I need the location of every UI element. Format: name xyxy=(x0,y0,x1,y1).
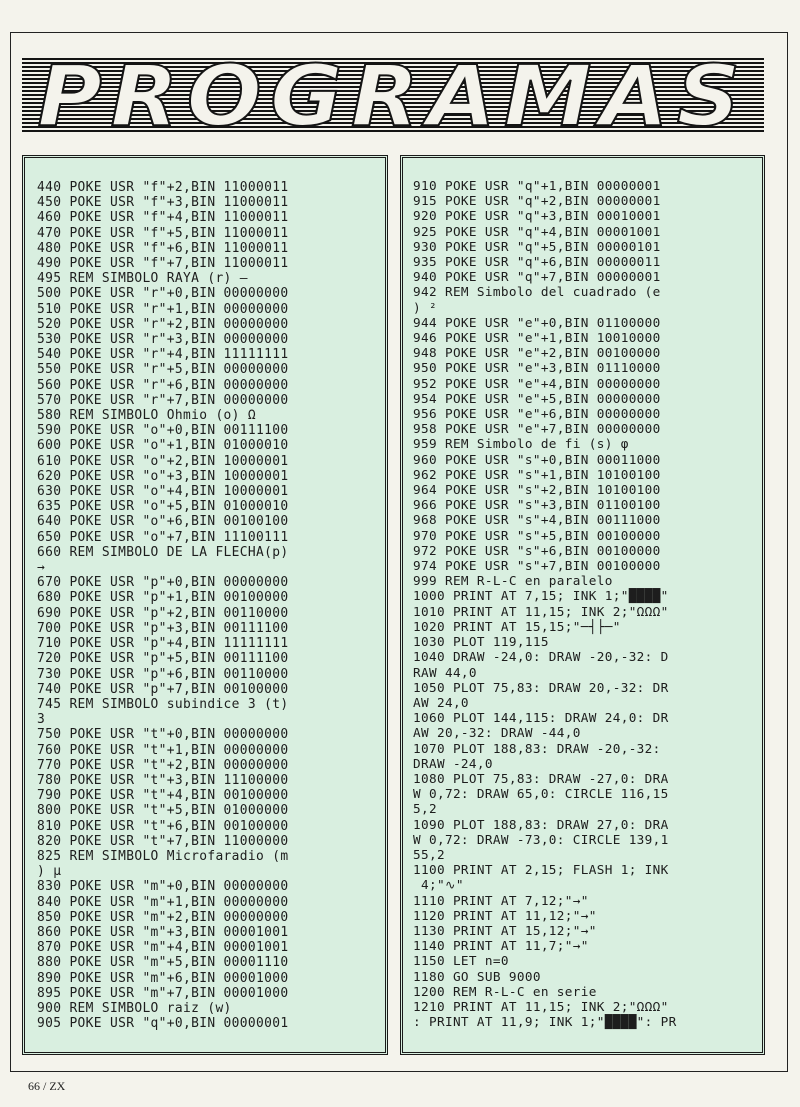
code-line: : PRINT AT 11,9; INK 1;"████": PR xyxy=(413,1014,677,1030)
code-line: 880 POKE USR "m"+5,BIN 00001110 xyxy=(37,955,289,971)
code-line: 952 POKE USR "e"+4,BIN 00000000 xyxy=(413,375,661,391)
code-line: 830 POKE USR "m"+0,BIN 00000000 xyxy=(37,879,289,895)
code-line: 820 POKE USR "t"+7,BIN 11000000 xyxy=(37,833,289,849)
code-line: 1010 PRINT AT 11,15; INK 2;"ΩΩΩ" xyxy=(413,603,669,619)
code-line: ) μ xyxy=(37,864,62,880)
code-line: 920 POKE USR "q"+3,BIN 00010001 xyxy=(413,208,661,224)
code-line: 650 POKE USR "o"+7,BIN 11100111 xyxy=(37,529,289,545)
code-line: DRAW -24,0 xyxy=(413,755,493,771)
code-line: 948 POKE USR "e"+2,BIN 00100000 xyxy=(413,345,661,361)
code-line: 1200 REM R-L-C en serie xyxy=(413,983,597,999)
code-line: 850 POKE USR "m"+2,BIN 00000000 xyxy=(37,909,289,925)
code-line: 925 POKE USR "q"+4,BIN 00001001 xyxy=(413,223,661,239)
code-line: → xyxy=(37,560,46,576)
code-line: 550 POKE USR "r"+5,BIN 00000000 xyxy=(37,362,289,378)
code-line: 740 POKE USR "p"+7,BIN 00100000 xyxy=(37,681,289,697)
code-line: 860 POKE USR "m"+3,BIN 00001001 xyxy=(37,924,289,940)
code-line: 954 POKE USR "e"+5,BIN 00000000 xyxy=(413,390,661,406)
code-line: 1050 PLOT 75,83: DRAW 20,-32: DR xyxy=(413,679,669,695)
code-line: AW 24,0 xyxy=(413,694,469,710)
code-line: 968 POKE USR "s"+4,BIN 00111000 xyxy=(413,512,661,528)
section-title: PROGRAMAS xyxy=(37,58,749,134)
code-line: 4;"∿" xyxy=(413,877,464,893)
code-line: 966 POKE USR "s"+3,BIN 01100100 xyxy=(413,497,661,513)
code-line: 630 POKE USR "o"+4,BIN 10000001 xyxy=(37,484,289,500)
code-line: 790 POKE USR "t"+4,BIN 00100000 xyxy=(37,788,289,804)
code-line: 974 POKE USR "s"+7,BIN 00100000 xyxy=(413,558,661,574)
code-line: 915 POKE USR "q"+2,BIN 00000001 xyxy=(413,193,661,209)
code-line: 570 POKE USR "r"+7,BIN 00000000 xyxy=(37,392,289,408)
code-line: 930 POKE USR "q"+5,BIN 00000101 xyxy=(413,238,661,254)
code-line: 1030 PLOT 119,115 xyxy=(413,634,549,650)
code-line: 905 POKE USR "q"+0,BIN 00000001 xyxy=(37,1016,289,1032)
code-line: 1120 PRINT AT 11,12;"→" xyxy=(413,907,597,923)
code-line: 480 POKE USR "f"+6,BIN 11000011 xyxy=(37,240,289,256)
code-line: 940 POKE USR "q"+7,BIN 00000001 xyxy=(413,269,661,285)
code-line: 970 POKE USR "s"+5,BIN 00100000 xyxy=(413,527,661,543)
code-line: 999 REM R-L-C en paralelo xyxy=(413,573,613,589)
code-line: 958 POKE USR "e"+7,BIN 00000000 xyxy=(413,421,661,437)
code-line: 1080 PLOT 75,83: DRAW -27,0: DRA xyxy=(413,770,669,786)
code-line: 580 REM SIMBOLO Ohmio (o) Ω xyxy=(37,408,256,424)
section-banner xyxy=(22,58,764,134)
code-line: 780 POKE USR "t"+3,BIN 11100000 xyxy=(37,772,289,788)
code-line: 530 POKE USR "r"+3,BIN 00000000 xyxy=(37,332,289,348)
code-line: 510 POKE USR "r"+1,BIN 00000000 xyxy=(37,301,289,317)
code-line: 962 POKE USR "s"+1,BIN 10100100 xyxy=(413,466,661,482)
code-line: 680 POKE USR "p"+1,BIN 00100000 xyxy=(37,590,289,606)
code-line: 5,2 xyxy=(413,801,437,817)
code-line: 946 POKE USR "e"+1,BIN 10010000 xyxy=(413,330,661,346)
code-line: 710 POKE USR "p"+4,BIN 11111111 xyxy=(37,636,289,652)
code-line: 1090 PLOT 188,83: DRAW 27,0: DRA xyxy=(413,816,669,832)
code-line: 440 POKE USR "f"+2,BIN 11000011 xyxy=(37,180,289,195)
code-line: 964 POKE USR "s"+2,BIN 10100100 xyxy=(413,482,661,498)
code-line: 55,2 xyxy=(413,846,445,862)
code-line: 895 POKE USR "m"+7,BIN 00001000 xyxy=(37,985,289,1001)
code-line: 1150 LET n=0 xyxy=(413,953,509,969)
code-line: 910 POKE USR "q"+1,BIN 00000001 xyxy=(413,178,661,193)
code-line: 956 POKE USR "e"+6,BIN 00000000 xyxy=(413,406,661,422)
page-number: 66 / ZX xyxy=(28,1079,66,1093)
code-line: 825 REM SIMBOLO Microfaradio (m xyxy=(37,848,289,864)
code-line: 770 POKE USR "t"+2,BIN 00000000 xyxy=(37,757,289,773)
code-line: 590 POKE USR "o"+0,BIN 00111100 xyxy=(37,423,289,439)
code-line: W 0,72: DRAW 65,0: CIRCLE 116,15 xyxy=(413,786,669,802)
code-line: 1100 PRINT AT 2,15; FLASH 1; INK xyxy=(413,862,669,878)
code-line: 942 REM Simbolo del cuadrado (e xyxy=(413,284,661,300)
code-line: 490 POKE USR "f"+7,BIN 11000011 xyxy=(37,256,289,272)
code-line: 1020 PRINT AT 15,15;"─┤├─" xyxy=(413,618,621,634)
code-line: 900 REM SIMBOLO raiz (w) xyxy=(37,1000,232,1016)
code-line: W 0,72: DRAW -73,0: CIRCLE 139,1 xyxy=(413,831,669,847)
code-line: 810 POKE USR "t"+6,BIN 00100000 xyxy=(37,818,289,834)
code-line: 495 REM SIMBOLO RAYA (r) — xyxy=(37,271,248,287)
code-line: AW 20,-32: DRAW -44,0 xyxy=(413,725,581,741)
code-line: 972 POKE USR "s"+6,BIN 00100000 xyxy=(413,542,661,558)
code-line: 840 POKE USR "m"+1,BIN 00000000 xyxy=(37,894,289,910)
code-line: 760 POKE USR "t"+1,BIN 00000000 xyxy=(37,742,289,758)
code-line: 745 REM SIMBOLO subindice 3 (t) xyxy=(37,696,289,712)
code-line: 870 POKE USR "m"+4,BIN 00001001 xyxy=(37,940,289,956)
code-line: 959 REM Simbolo de fi (s) φ xyxy=(413,436,629,452)
code-line: 944 POKE USR "e"+0,BIN 01100000 xyxy=(413,314,661,330)
code-line: 500 POKE USR "r"+0,BIN 00000000 xyxy=(37,286,289,302)
code-line: 1210 PRINT AT 11,15; INK 2;"ΩΩΩ" xyxy=(413,998,669,1014)
code-line: 450 POKE USR "f"+3,BIN 11000011 xyxy=(37,195,289,211)
code-line: 460 POKE USR "f"+4,BIN 11000011 xyxy=(37,210,289,226)
code-listing-right xyxy=(400,155,765,1055)
code-line: 1130 PRINT AT 15,12;"→" xyxy=(413,922,597,938)
code-line: 890 POKE USR "m"+6,BIN 00001000 xyxy=(37,970,289,986)
code-line: 640 POKE USR "o"+6,BIN 00100100 xyxy=(37,514,289,530)
code-line: 730 POKE USR "p"+6,BIN 00110000 xyxy=(37,666,289,682)
code-line: 950 POKE USR "e"+3,BIN 01110000 xyxy=(413,360,661,376)
code-line: 520 POKE USR "r"+2,BIN 00000000 xyxy=(37,316,289,332)
code-line: 600 POKE USR "o"+1,BIN 01000010 xyxy=(37,438,289,454)
code-line: 540 POKE USR "r"+4,BIN 11111111 xyxy=(37,347,289,363)
code-line: 3 xyxy=(37,712,46,728)
code-line: 960 POKE USR "s"+0,BIN 00011000 xyxy=(413,451,661,467)
code-line: 1180 GO SUB 9000 xyxy=(413,968,541,984)
code-line: RAW 44,0 xyxy=(413,664,477,680)
code-listing-left xyxy=(22,155,388,1055)
code-line: 935 POKE USR "q"+6,BIN 00000011 xyxy=(413,254,661,270)
code-line: 1060 PLOT 144,115: DRAW 24,0: DR xyxy=(413,710,669,726)
code-line: 720 POKE USR "p"+5,BIN 00111100 xyxy=(37,651,289,667)
code-line: 1070 PLOT 188,83: DRAW -20,-32: xyxy=(413,740,661,756)
code-line: 470 POKE USR "f"+5,BIN 11000011 xyxy=(37,225,289,241)
code-line: 1140 PRINT AT 11,7;"→" xyxy=(413,938,589,954)
code-line: ) ² xyxy=(413,299,437,315)
code-line: 700 POKE USR "p"+3,BIN 00111100 xyxy=(37,620,289,636)
code-line: 660 REM SIMBOLO DE LA FLECHA(p) xyxy=(37,544,289,560)
code-line: 635 POKE USR "o"+5,BIN 01000010 xyxy=(37,499,289,515)
code-line: 620 POKE USR "o"+3,BIN 10000001 xyxy=(37,468,289,484)
code-line: 800 POKE USR "t"+5,BIN 01000000 xyxy=(37,803,289,819)
code-line: 690 POKE USR "p"+2,BIN 00110000 xyxy=(37,605,289,621)
code-line: 1040 DRAW -24,0: DRAW -20,-32: D xyxy=(413,649,669,665)
code-line: 750 POKE USR "t"+0,BIN 00000000 xyxy=(37,727,289,743)
code-line: 1110 PRINT AT 7,12;"→" xyxy=(413,892,589,908)
code-line: 1000 PRINT AT 7,15; INK 1;"████" xyxy=(413,588,669,604)
code-line: 670 POKE USR "p"+0,BIN 00000000 xyxy=(37,575,289,591)
code-line: 560 POKE USR "r"+6,BIN 00000000 xyxy=(37,377,289,393)
code-line: 610 POKE USR "o"+2,BIN 10000001 xyxy=(37,453,289,469)
